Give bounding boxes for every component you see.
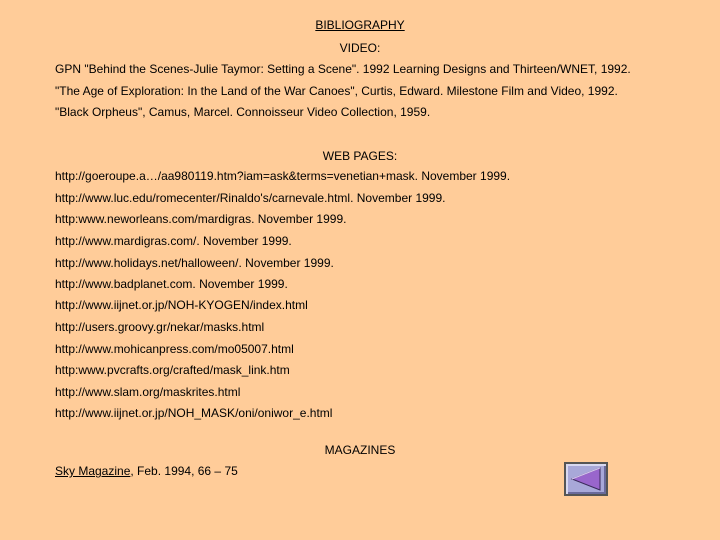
video-entry: "The Age of Exploration: In the Land of the War Canoes", Curtis, Edward. Milestone Film and Video, 1992. — [55, 84, 618, 98]
video-entry: GPN "Behind the Scenes-Julie Taymor: Setting a Scene". 1992 Learning Designs and Thirteen/WNET, 1992. — [55, 62, 631, 76]
web-entry: http://www.holidays.net/halloween/. November 1999. — [55, 256, 334, 270]
video-section-title: VIDEO: — [339, 41, 381, 55]
back-arrow-icon — [566, 464, 606, 494]
page-title: BIBLIOGRAPHY — [315, 18, 405, 32]
web-section-title: WEB PAGES: — [322, 149, 398, 163]
web-entry: http://www.badplanet.com. November 1999. — [55, 277, 288, 291]
magazine-entry — [55, 464, 238, 478]
web-entry: http://www.iijnet.or.jp/NOH_MASK/oni/oniwor_e.html — [55, 406, 333, 420]
video-entry: "Black Orpheus", Camus, Marcel. Connoisseur Video Collection, 1959. — [55, 105, 431, 119]
magazine-title: Sky Magazine — [55, 464, 131, 478]
web-entry: http://goeroupe.a…/aa980119.htm?iam=ask&terms=venetian+mask. November 1999. — [55, 169, 511, 183]
magazine-details: , Feb. 1994, 66 – 75 — [130, 464, 238, 478]
magazines-section-title: MAGAZINES — [324, 443, 396, 457]
web-entry: http://www.slam.org/maskrites.html — [55, 385, 241, 399]
back-button[interactable] — [564, 462, 608, 496]
web-entry: http://www.iijnet.or.jp/NOH-KYOGEN/index.html — [55, 298, 308, 312]
web-entry: http:www.neworleans.com/mardigras. November 1999. — [55, 212, 347, 226]
web-entry: http://www.luc.edu/romecenter/Rinaldo's/carnevale.html. November 1999. — [55, 191, 446, 205]
web-entry: http://users.groovy.gr/nekar/masks.html — [55, 320, 265, 334]
web-entry: http:www.pvcrafts.org/crafted/mask_link.htm — [55, 363, 290, 377]
web-entry: http://www.mardigras.com/. November 1999. — [55, 234, 292, 248]
web-entry: http://www.mohicanpress.com/mo05007.html — [55, 342, 294, 356]
